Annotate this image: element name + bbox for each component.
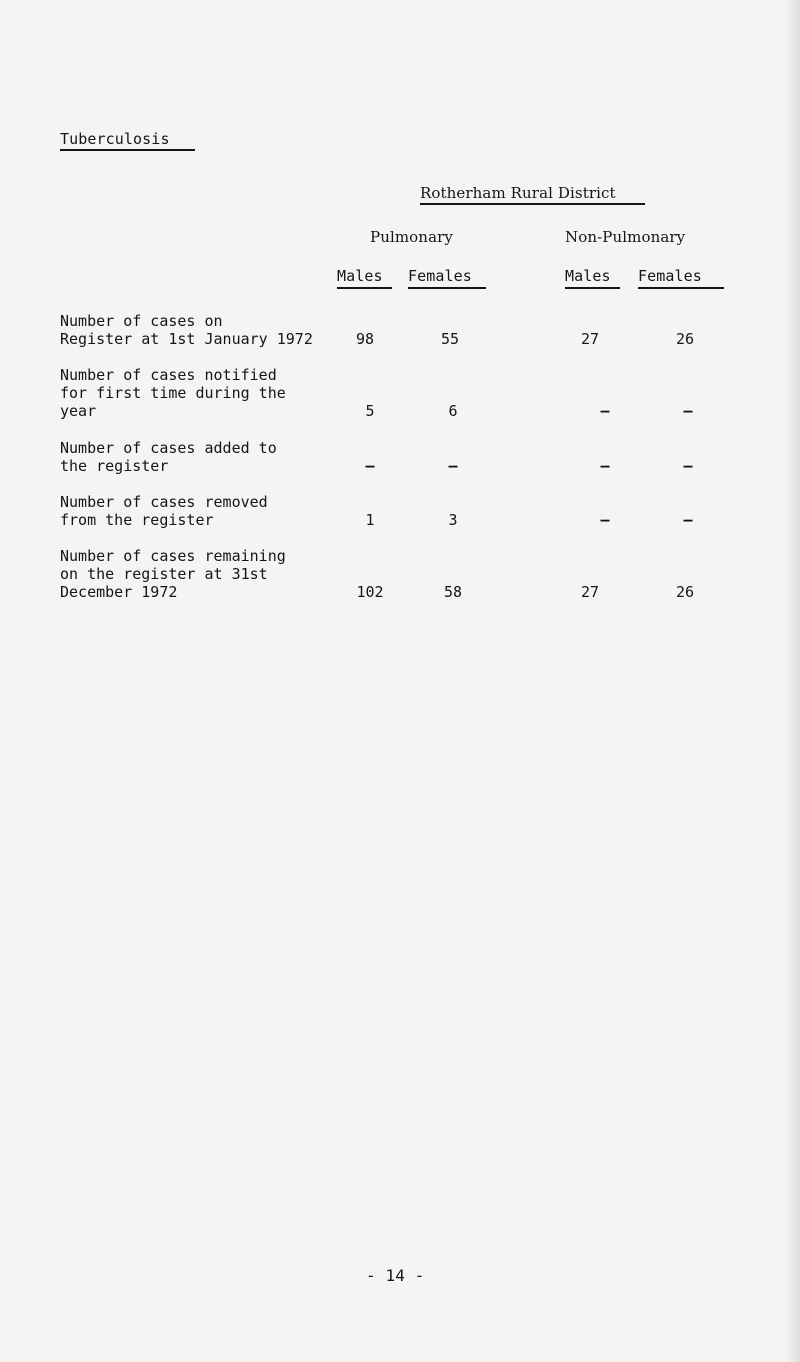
- page-number: - 14 -: [366, 1266, 425, 1285]
- table-row-label: Number of cases remaining on the register at 31st December 1972: [60, 547, 286, 601]
- table-cell: –: [448, 457, 458, 475]
- table-cell: 27: [580, 330, 600, 348]
- table-cell: –: [600, 457, 610, 475]
- table-cell: 102: [356, 583, 384, 601]
- table-row-label: Number of cases on Register at 1st January 1972: [60, 312, 313, 348]
- group-header-pulmonary: Pulmonary: [370, 228, 453, 246]
- subheader-nonpulmonary-females-underline: [638, 287, 724, 289]
- table-cell: –: [683, 511, 693, 529]
- district-title-underline: [420, 203, 645, 205]
- table-cell: 6: [448, 402, 458, 420]
- subheader-nonpulmonary-males-underline: [565, 287, 620, 289]
- subheader-pulmonary-males: Males: [337, 267, 383, 285]
- table-cell: 26: [675, 583, 695, 601]
- subheader-pulmonary-males-underline: [337, 287, 392, 289]
- subheader-pulmonary-females: Females: [408, 267, 472, 285]
- table-cell: 26: [675, 330, 695, 348]
- district-title: Rotherham Rural District: [420, 184, 616, 202]
- table-row-label: Number of cases added to the register: [60, 439, 277, 475]
- page-heading: Tuberculosis: [60, 130, 170, 148]
- table-cell: 27: [580, 583, 600, 601]
- table-row-label: Number of cases notified for first time during the year: [60, 366, 286, 420]
- page-edge-shadow: [786, 0, 800, 1362]
- table-cell: 58: [443, 583, 463, 601]
- table-cell: 98: [355, 330, 375, 348]
- table-cell: –: [683, 457, 693, 475]
- table-cell: –: [600, 511, 610, 529]
- table-cell: 55: [440, 330, 460, 348]
- subheader-nonpulmonary-females: Females: [638, 267, 702, 285]
- subheader-pulmonary-females-underline: [408, 287, 486, 289]
- table-cell: –: [365, 457, 375, 475]
- table-cell: 1: [365, 511, 375, 529]
- group-header-non-pulmonary: Non-Pulmonary: [565, 228, 686, 246]
- table-cell: –: [683, 402, 693, 420]
- table-row-label: Number of cases removed from the register: [60, 493, 268, 529]
- table-cell: –: [600, 402, 610, 420]
- table-cell: 3: [448, 511, 458, 529]
- table-cell: 5: [365, 402, 375, 420]
- page-heading-underline: [60, 149, 195, 151]
- subheader-nonpulmonary-males: Males: [565, 267, 611, 285]
